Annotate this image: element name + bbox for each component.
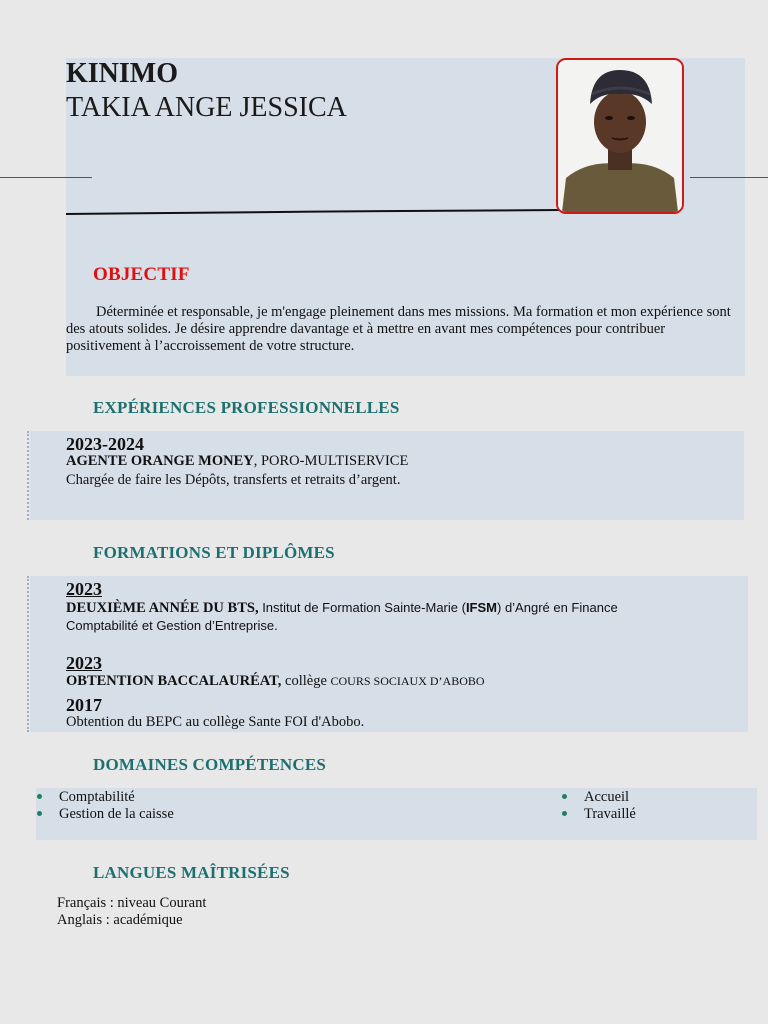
portrait-image: [558, 60, 682, 212]
header-rule-left: [0, 177, 92, 178]
first-names: TAKIA ANGE JESSICA: [66, 92, 347, 123]
last-name: KINIMO: [66, 58, 178, 89]
skills-title: DOMAINES COMPÉTENCES: [93, 755, 327, 774]
language-item: Français : niveau Courant: [57, 895, 207, 911]
skill-item: Comptabilité: [37, 789, 135, 806]
experience-title: EXPÉRIENCES PROFESSIONNELLES: [93, 398, 400, 417]
education-degree-line-2: [66, 673, 485, 690]
education-description-3: Obtention du BEPC au collège Sante FOI d'Abobo.: [66, 714, 365, 730]
education-degree-line-1: [66, 599, 618, 617]
education-year-1: 2023: [66, 579, 102, 599]
experience-role-line: [66, 453, 408, 470]
experience-dotted-marker: [27, 431, 29, 520]
bullet-icon: [37, 794, 42, 799]
education-school-post-1: ) d’Angré en Finance: [497, 600, 618, 615]
name-underline: [64, 206, 564, 218]
education-dotted-marker: [27, 576, 29, 732]
bullet-icon: [37, 811, 42, 816]
skill-item: Gestion de la caisse: [37, 806, 174, 823]
profile-photo: [556, 58, 684, 214]
languages-title: LANGUES MAÎTRISÉES: [93, 863, 290, 882]
education-school-name-2: COURS SOCIAUX D’ABOBO: [330, 674, 485, 688]
education-school-abbr-1: IFSM: [465, 600, 497, 615]
header-rule-right: [690, 177, 768, 178]
education-degree-2: OBTENTION BACCALAURÉAT,: [66, 673, 282, 689]
bullet-icon: [562, 811, 567, 816]
education-year-3: 2017: [66, 695, 102, 715]
education-school-line2-1: Comptabilité et Gestion d’Entreprise.: [66, 618, 278, 633]
skill-item: Travaillé: [562, 806, 636, 823]
education-school-pre-2: collège: [281, 673, 331, 689]
experience-company: , PORO-MULTISERVICE: [253, 453, 409, 469]
education-degree-1: DEUXIÈME ANNÉE DU BTS,: [66, 600, 259, 616]
education-school-pre-1: Institut de Formation Sainte-Marie (: [258, 600, 466, 615]
education-title: FORMATIONS ET DIPLÔMES: [93, 543, 335, 562]
bullet-icon: [562, 794, 567, 799]
objective-text: Déterminée et responsable, je m'engage pleinement dans mes missions. Ma formation et mon expérience sont des atouts solides. Je désire apprendre davantage et à mettre en avant mes compétences pour contribuer positivement à l’accroissement de votre structure.: [66, 304, 731, 354]
education-year-2: 2023: [66, 653, 102, 673]
skill-item: Accueil: [562, 789, 629, 806]
experience-role: AGENTE ORANGE MONEY: [66, 453, 254, 469]
experience-years: 2023-2024: [66, 434, 144, 454]
objective-title: OBJECTIF: [93, 264, 190, 285]
experience-description: Chargée de faire les Dépôts, transferts et retraits d’argent.: [66, 472, 401, 488]
language-item: Anglais : académique: [57, 912, 183, 928]
